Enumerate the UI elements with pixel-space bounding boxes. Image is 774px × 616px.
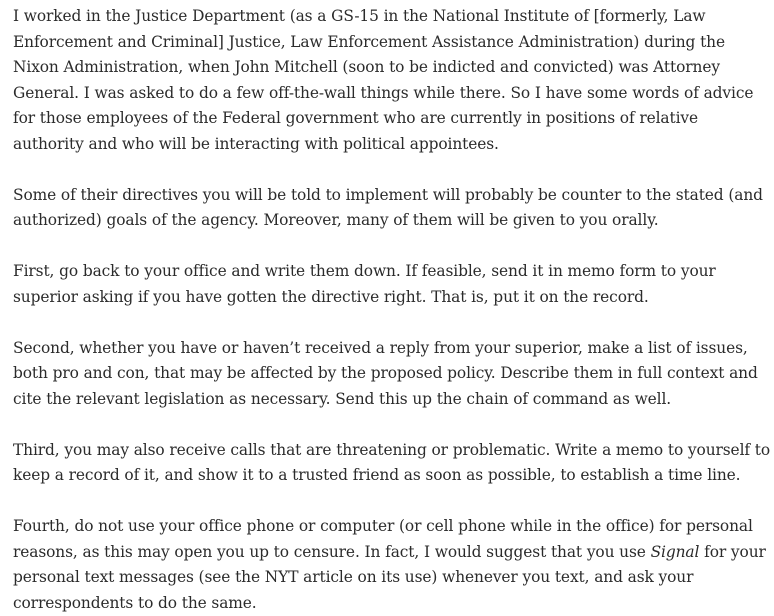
signal-emphasis: Signal bbox=[650, 542, 700, 561]
paragraph-fourth-text-after: for your personal text messages (see the NYT article on its use) whenever you text, and ask your correspondents to do the same. bbox=[13, 542, 766, 612]
paragraph-directives: Some of their directives you will be told to implement will probably be counter to the stated (and authorized) goals of the agency. Moreover, many of them will be given to you orally. bbox=[13, 185, 763, 229]
paragraph-first-advice: First, go back to your office and write them down. If feasible, send it in memo form to your superior asking if you have gotten the directive right. That is, put it on the record. bbox=[13, 262, 716, 306]
paragraph-second-advice: Second, whether you have or haven’t received a reply from your superior, make a list of issues, both pro and con, that may be affected by the proposed policy. Describe them in full context and cite the relevant legislation as necessary. Send this up the chain of command as well. bbox=[13, 338, 758, 408]
paragraph-intro: I worked in the Justice Department (as a GS-15 in the National Institute of [formerly, Law Enforcement and Criminal] Justice, Law Enforcement Assistance Administration) during the Nixon Administration, when John Mitchell (soon to be indicted and convicted) was Attorney General. I was asked to do a few off-the-wall things while there. So I have some words of advice for those employees of the Federal government who are currently in positions of relative authority and who will be interacting with political appointees. bbox=[13, 7, 754, 153]
paragraph-third-advice: Third, you may also receive calls that are threatening or problematic. Write a memo to yourself to keep a record of it, and show it to a trusted friend as soon as possible, to establish a time line. bbox=[13, 440, 771, 484]
paragraph-fourth-text-before: Fourth, do not use your office phone or computer (or cell phone while in the office) for personal reasons, as this may open you up to censure. In fact, I would suggest that you use bbox=[13, 517, 753, 561]
paragraph-fourth-advice bbox=[13, 514, 773, 616]
article-body bbox=[13, 4, 773, 616]
